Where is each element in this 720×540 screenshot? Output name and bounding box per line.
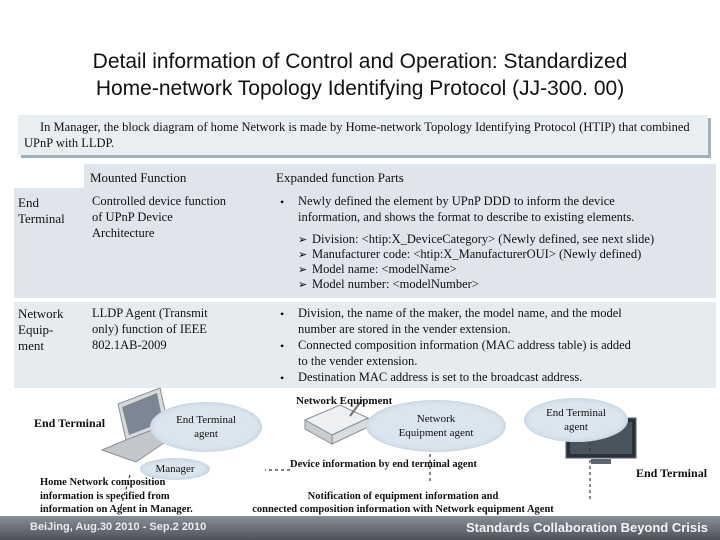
row-label-ment: ment bbox=[18, 338, 44, 353]
title-line-2: Home-network Topology Identifying Protocol (JJ-300. 00) bbox=[95, 77, 625, 100]
intro-text: In Manager, the block diagram of home Network is made by Home-network Topology Identifying Protocol (HTIP) that combined UPnP with LLDP. bbox=[24, 120, 690, 150]
device-info-label: Device information by end terminal agent bbox=[290, 459, 477, 470]
bullet-text: Newly defined the element by UPnP DDD to inform the device bbox=[298, 194, 615, 208]
footer-bar bbox=[0, 516, 720, 540]
intro-box bbox=[18, 115, 708, 155]
sub-item: Model number: <modelNumber> bbox=[312, 277, 479, 291]
bullet-icon: • bbox=[280, 371, 285, 385]
note-line: Home Network composition bbox=[40, 477, 166, 488]
row-label-network: Network bbox=[18, 306, 64, 321]
bubble-text-line: agent bbox=[194, 428, 218, 440]
arrow-bullet-icon: ➢ bbox=[298, 234, 308, 246]
row-label-terminal: Terminal bbox=[18, 211, 65, 226]
arrow-bullet-icon: ➢ bbox=[298, 264, 308, 276]
note-line: Notification of equipment information and bbox=[307, 491, 499, 502]
header-expanded-parts: Expanded function Parts bbox=[276, 170, 404, 185]
end-terminal-label-right: End Terminal bbox=[636, 466, 708, 480]
bullet-text: Connected composition information (MAC address table) is added bbox=[298, 338, 631, 352]
func-line: only) function of IEEE bbox=[92, 322, 207, 336]
bullet-icon: • bbox=[280, 195, 285, 209]
bubble-text-line: agent bbox=[564, 421, 588, 433]
footer-tagline: Standards Collaboration Beyond Crisis bbox=[466, 520, 708, 535]
bubble-text-line: Equipment agent bbox=[398, 427, 474, 439]
bubble-text-line: Network bbox=[416, 413, 456, 425]
notification-note bbox=[230, 490, 576, 516]
bullet-text: Destination MAC address is set to the broadcast address. bbox=[298, 370, 583, 384]
page-title bbox=[20, 48, 700, 102]
row-label-end: End bbox=[18, 195, 39, 210]
note-line: connected composition information with Network equipment Agent bbox=[252, 504, 554, 515]
end-terminal-label-left: End Terminal bbox=[34, 416, 106, 430]
func-line: Architecture bbox=[92, 226, 155, 240]
end-terminal-agent-right-text bbox=[524, 406, 628, 434]
footer-date: BeiJing, Aug.30 2010 - Sep.2 2010 bbox=[30, 521, 207, 533]
home-composition-note bbox=[40, 476, 193, 517]
bullet-text: Division, the name of the maker, the model name, and the model bbox=[298, 306, 622, 320]
func-line: of UPnP Device bbox=[92, 210, 173, 224]
arrow-bullet-icon: ➢ bbox=[298, 249, 308, 261]
sub-item: Division: <htip:X_DeviceCategory> (Newly defined, see next slide) bbox=[312, 232, 655, 246]
bullet-icon: • bbox=[280, 307, 285, 321]
func-line: 802.1AB-2009 bbox=[92, 338, 167, 352]
bullet-text: information, and shows the format to describe to existing elements. bbox=[298, 210, 635, 224]
bullet-icon: • bbox=[280, 339, 285, 353]
network-equipment-label: Network Equipment bbox=[296, 395, 393, 407]
sub-item: Model name: <modelName> bbox=[312, 262, 457, 276]
header-mounted-function: Mounted Function bbox=[90, 170, 187, 185]
network-equipment-agent-text bbox=[366, 412, 506, 440]
note-line: information on Agent in Manager. bbox=[40, 504, 193, 515]
arrow-bullet-icon: ➢ bbox=[298, 279, 308, 291]
end-terminal-agent-text bbox=[150, 413, 262, 441]
bubble-text-line: End Terminal bbox=[176, 414, 236, 426]
bubble-text-line: End Terminal bbox=[546, 407, 606, 419]
func-line: LLDP Agent (Transmit bbox=[92, 306, 208, 320]
bullet-text: number are stored in the vender extension. bbox=[298, 322, 511, 336]
sub-item: Manufacturer code: <htip:X_ManufacturerOUI> (Newly defined) bbox=[312, 247, 642, 261]
note-line: information is specified from bbox=[40, 490, 170, 502]
row-label-equip: Equip- bbox=[18, 322, 54, 337]
title-line-1: Detail information of Control and Operation: Standardized bbox=[92, 50, 628, 73]
func-line: Controlled device function bbox=[92, 194, 226, 208]
manager-label: Manager bbox=[155, 463, 195, 475]
bullet-text: to the vender extension. bbox=[298, 354, 418, 368]
